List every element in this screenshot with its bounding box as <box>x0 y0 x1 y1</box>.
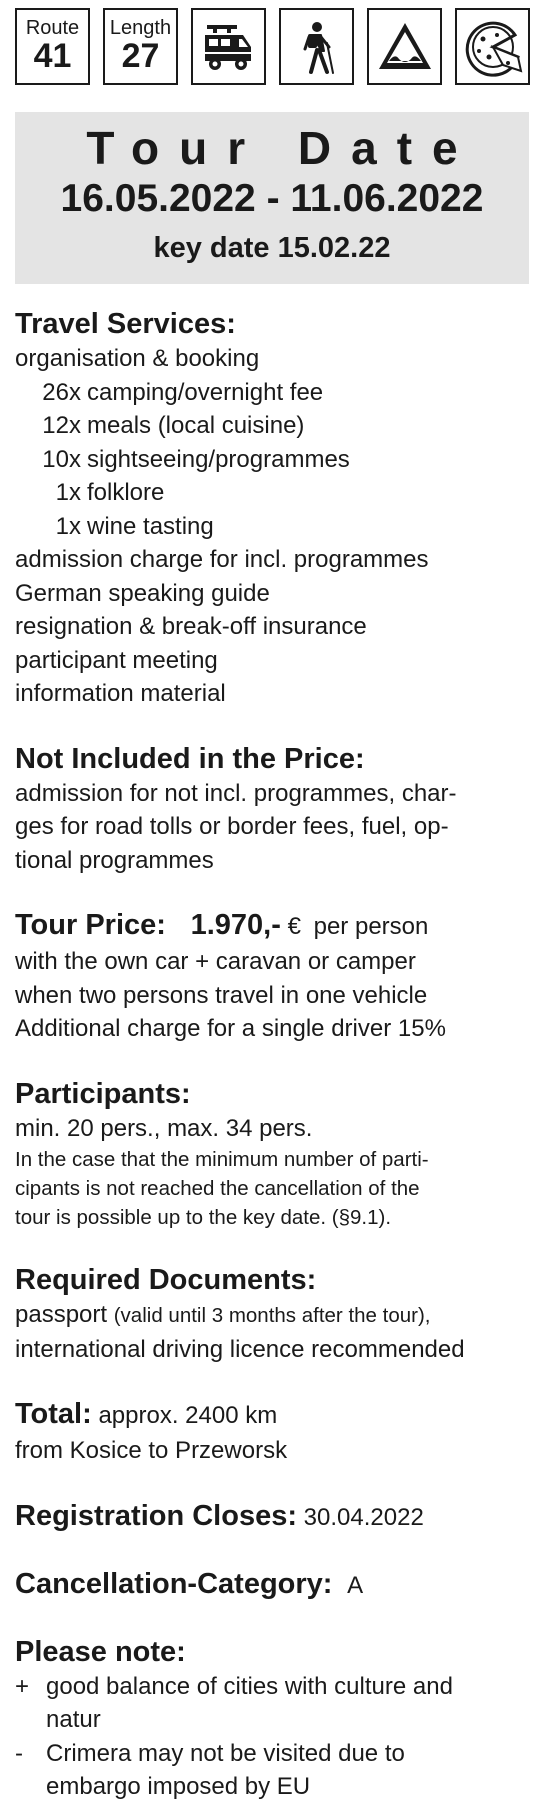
participants-note-line: In the case that the minimum number of parti- <box>15 1148 429 1171</box>
total-section <box>15 1396 529 1468</box>
price-line: with the own car + caravan or camper <box>15 948 416 975</box>
length-number: 27 <box>121 36 160 75</box>
icon-row <box>15 8 528 88</box>
total-heading: Total: <box>15 1398 92 1430</box>
registration-line <box>15 1498 529 1536</box>
service-qty: 1x <box>55 479 81 506</box>
note-mark: + <box>15 1672 30 1700</box>
participants-heading: Participants: <box>15 1077 191 1110</box>
camper-van-icon <box>191 8 266 85</box>
tour-details <box>15 306 529 1804</box>
service-extra: resignation & break-off insurance <box>15 613 367 640</box>
service-extra: participant meeting <box>15 646 218 674</box>
route-label: Route <box>25 16 80 39</box>
route-number: 41 <box>33 36 72 75</box>
travel-services-section <box>15 306 529 711</box>
service-qty: 12x <box>42 412 81 439</box>
service-item <box>15 510 529 544</box>
not-included-line: tional programmes <box>15 846 214 874</box>
tour-price-amount: 1.970,- <box>190 909 281 941</box>
documents-passport: passport <box>15 1301 108 1328</box>
price-line: Additional charge for a single driver 15% <box>15 1015 446 1042</box>
note-line: Crimera may not be visited due to <box>46 1739 405 1767</box>
service-text: folklore <box>87 479 165 506</box>
cancellation-heading: Cancellation-Category: <box>15 1567 333 1600</box>
total-line <box>15 1396 529 1434</box>
note-line: natur <box>46 1706 101 1733</box>
documents-passport-note: (valid until 3 months after the tour), <box>113 1304 431 1327</box>
hiker-icon <box>279 8 354 85</box>
registration-date: 30.04.2022 <box>303 1503 424 1531</box>
participants-note-line: tour is possible up to the key date. (§9.1). <box>15 1206 392 1229</box>
note-line: good balance of cities with culture and <box>46 1672 453 1700</box>
travel-services-intro: organisation & booking <box>15 345 260 372</box>
not-included-line: ges for road tolls or border fees, fuel, op- <box>15 813 449 840</box>
cancellation-value: A <box>347 1571 364 1599</box>
not-included-section <box>15 741 529 878</box>
note-item <box>15 1670 529 1737</box>
tour-date-title: Tour Date <box>86 122 478 174</box>
service-text: sightseeing/programmes <box>87 445 350 473</box>
length-badge <box>103 8 178 85</box>
key-date: key date 15.02.22 <box>153 232 391 264</box>
service-item <box>15 376 529 410</box>
total-route: from Kosice to Przeworsk <box>15 1437 288 1464</box>
price-line: when two persons travel in one vehicle <box>15 981 428 1009</box>
service-qty: 10x <box>42 445 81 473</box>
participants-note-line: cipants is not reached the cancellation of the <box>15 1177 420 1200</box>
service-item <box>15 409 529 443</box>
service-text: meals (local cuisine) <box>87 412 305 439</box>
service-item <box>15 443 529 477</box>
service-extra: information material <box>15 680 226 707</box>
travel-services-heading: Travel Services: <box>15 308 236 340</box>
note-mark: - <box>15 1739 23 1767</box>
service-extra: German speaking guide <box>15 579 270 607</box>
note-item <box>15 1737 529 1804</box>
registration-heading: Registration Closes: <box>15 1499 297 1532</box>
service-qty: 1x <box>55 512 81 540</box>
tour-price-currency: € <box>287 913 301 940</box>
tour-date-range: 16.05.2022 - 11.06.2022 <box>60 177 484 220</box>
documents-licence: international driving licence recommended <box>15 1335 465 1363</box>
registration-section <box>15 1498 529 1536</box>
please-note-section <box>15 1634 529 1804</box>
service-item <box>15 476 529 510</box>
tour-price-section <box>15 907 529 1046</box>
cancellation-line <box>15 1566 529 1604</box>
service-extra: admission charge for incl. programmes <box>15 546 429 573</box>
participants-section <box>15 1076 529 1233</box>
tour-price-line <box>15 907 529 945</box>
road-warning-icon <box>367 8 442 85</box>
cancellation-section <box>15 1566 529 1604</box>
pizza-icon <box>455 8 530 85</box>
please-note-heading: Please note: <box>15 1635 186 1668</box>
tour-price-heading: Tour Price: <box>15 909 166 941</box>
service-text: wine tasting <box>87 512 214 540</box>
service-text: camping/overnight fee <box>87 378 324 406</box>
documents-passport-line <box>15 1298 529 1333</box>
not-included-heading: Not Included in the Price: <box>15 742 365 775</box>
documents-section <box>15 1262 529 1366</box>
participants-range: min. 20 pers., max. 34 pers. <box>15 1114 313 1142</box>
documents-heading: Required Documents: <box>15 1264 317 1296</box>
not-included-line: admission for not incl. programmes, char- <box>15 779 457 807</box>
length-label: Length <box>109 16 172 39</box>
note-line: embargo imposed by EU <box>46 1773 311 1800</box>
route-badge <box>15 8 90 85</box>
tour-date-panel <box>15 112 529 284</box>
service-qty: 26x <box>42 378 81 406</box>
total-distance: approx. 2400 km <box>98 1402 278 1429</box>
tour-price-per: per person <box>313 913 429 940</box>
